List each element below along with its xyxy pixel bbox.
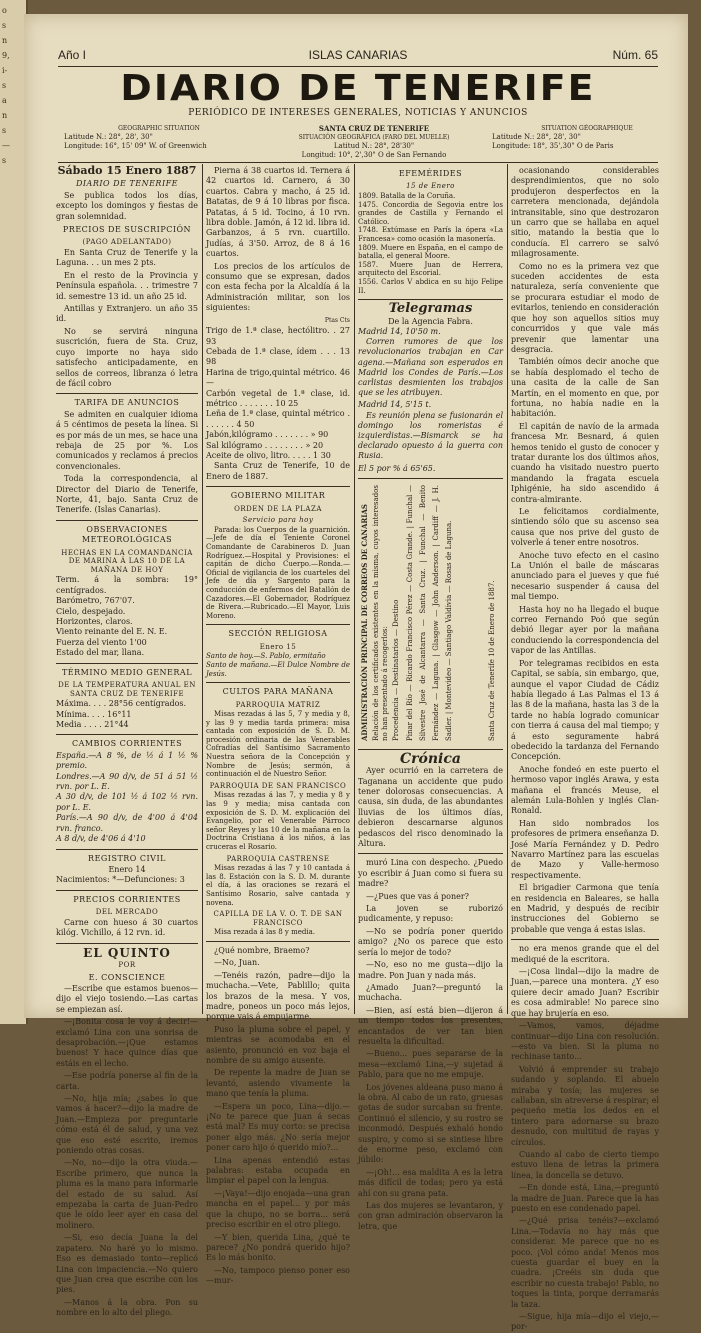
section-subheading: HECHAS EN LA COMANDANCIA DE MARINA Á LAS 10 DE LA MAÑANA DE HOY xyxy=(61,548,193,574)
rule xyxy=(58,66,658,67)
edge-fragment: — xyxy=(2,141,10,150)
chronicle-paragraph: Ayer ocurrió en la carretera de Taganana un accidente que pudo tener dolorosas consecuencias. A causa, sin duda, de las abundantes lluvias de los últimos días, debieron descarnarse algunos pedascos del risco denominado la Altura. xyxy=(358,766,503,849)
telegram-agency: De la Agencia Fabra. xyxy=(388,316,473,326)
section-subheading: Servicio para hoy xyxy=(242,516,314,525)
novel-paragraph: —Ese podría ponerse al fin de la carta. xyxy=(56,1071,198,1091)
religious-date: Enero 15 xyxy=(259,642,297,651)
exchange-line: España.—A 8 %, de ½ á 1 ½ % premio. xyxy=(56,750,198,771)
ephemeris-item: 1748. Extúmase en París la ópera «La Francesa» como ocasión la masonería. xyxy=(358,226,503,243)
novel-paragraph: —¡Cosa lindal—dijo la madre de Juan,—parece una montera. ¿Y eso quiere decir amado Juan? Escribir es cosa admirable! No parece sino que hay brujería en eso. xyxy=(511,967,659,1018)
chronicle-paragraph: Hasta hoy no ha llegado el buque correo Fernando Poó que según debió llegar ayer por la mañana conduciendo la correspondencia del vapor de las Antillas. xyxy=(511,604,659,656)
saint-tomorrow: Santo de mañana.—El Dulce Nombre de Jesús. xyxy=(206,660,350,678)
section-heading: TÉRMINO MEDIO GENERAL xyxy=(61,667,193,677)
geo-center-line: Longitud: 10°, 2',30" O de San Fernando xyxy=(301,151,447,159)
chronicle-paragraph: El capitán de navío de la armada francesa Mr. Besnard, á quien hemos tenido el gusto de conocer y tratar durante los dos últimos años, cuando ha visitado nuestro puerto mandando la fragata escuela Iphigénie, ha sido ascendido á contra-almirante. xyxy=(511,421,659,504)
parish-heading: PARROQUIA CASTRENSE xyxy=(226,854,330,863)
telegram-text: El 5 por % á 65'65. xyxy=(358,463,436,473)
geo-center-line: Latitud N.: 28°, 28'30" xyxy=(333,142,415,150)
price-row: Sal kilógramo . . . . . . . . » 20 xyxy=(206,440,324,450)
column-3 xyxy=(358,166,503,1231)
price-row: Trigo de 1.ª clase, hectólitro. . 27 93 xyxy=(206,326,350,346)
price-line: Antillas y Extranjero. un año 35 id. xyxy=(56,304,198,324)
weather-line: Cielo, despejado. xyxy=(56,606,126,616)
chronicle-paragraph: Como no es la primera vez que suceden accidentes de esta naturaleza, sería conveniente que se procurara estudiar el modo de evitarlos, teniendo en consideración que hoy son aquellos sitios muy concurridos y que vale más prevenir que lamentar una desgracia. xyxy=(511,261,659,354)
paper-name: DIARIO DE TENERIFE xyxy=(75,179,179,189)
chronicle-paragraph: El brigadier Carmona que tenía en residencia en Baleares, se halla en Madrid, y después de recibir instrucciones del Gobierno se probable que venga á estas islas. xyxy=(511,883,659,934)
notice-list: Pinar del Río — Ricardo Francisco Pérez — Costa Grande. | Funchal — Silvestre José de Alcantarra — Santa Cruz. | Funchal — Benito Fernández — Laguna. | Glasgow — John Anderson. | Cardiff — J. H. Sadler. | Montevideo — Santiago Valdivia — Rosas de Laguna. xyxy=(406,484,453,741)
novel-paragraph: ¿Qué nombre, Braemo? xyxy=(214,945,310,955)
novel-paragraph: —Bueno... pues separarse de la mesa—exclamó Lina,—y sujetad á Pablo, para que no me empuje. xyxy=(358,1049,503,1080)
novel-paragraph: —Sigue, hija mía—dijo el viejo,—por- xyxy=(511,1312,659,1332)
temp-line: Mínima. . . . 16°11 xyxy=(56,709,132,719)
novel-paragraph: De repente la madre de Juan se levantó, asiendo vivamente la mano que tenía la pluma. xyxy=(206,1068,350,1099)
novel-paragraph: muró Lina con despecho. ¿Puedo yo escribir á Juan como si fuera su madre? xyxy=(358,858,503,889)
geo-right xyxy=(492,124,682,151)
rule xyxy=(206,486,350,487)
year-label: Año I xyxy=(58,48,87,62)
ephemeris-item: 1475. Concordia de Segovia entre los grandes de Castilla y Fernando el Católico. xyxy=(358,200,503,226)
issue-date: Sábado 15 Enero 1887 xyxy=(57,164,197,177)
column-1 xyxy=(56,164,198,1318)
newspaper-subtitle: PERIÓDICO DE INTERESES GENERALES, NOTICIAS Y ANUNCIOS xyxy=(188,108,528,118)
section-subheading: (PAGO ADELANTADO) xyxy=(82,238,172,247)
price-row: Cebada de 1.ª clase, ídem . . . 13 98 xyxy=(206,346,350,367)
geo-center-heading: SANTA CRUZ DE TENERIFE xyxy=(318,124,430,133)
exchange-line: Londres.—A 90 d/v, de 51 á 51 ½ rvn. por L. E. xyxy=(56,771,198,792)
consumo-intro: Los precios de los artículos de consumo que se expresan, dados con esta fecha por la Alcaldía á la Administración militar, son los siguientes: xyxy=(206,261,350,313)
rule xyxy=(206,941,350,942)
telegram-dateline: Madrid 14, 10'50 m. xyxy=(358,326,441,336)
intro-text: Se publica todos los días, excepto los domingos y fiestas de gran solemnidad. xyxy=(56,190,198,221)
section-subheading: DEL MERCADO xyxy=(95,908,159,917)
novel-paragraph: —Manos á la obra. Pon su nombre en lo alto del pliego. xyxy=(56,1297,198,1318)
rule xyxy=(511,939,659,940)
novel-paragraph: —No, tampoco pienso poner eso—mur- xyxy=(206,1265,350,1286)
rule xyxy=(56,663,198,664)
novel-paragraph: Volvió á emprender su trabajo sudando y soplando. El abuelo miraba y tosía; las mujeres se callaban, sin atreverse á respirar; el pequeño metía los dedos en el tintero para adornarse su brazo desnudo, con multitud de rayas y círculos. xyxy=(511,1064,659,1147)
parish-heading: PARROQUIA DE SAN FRANCISCO xyxy=(209,781,347,790)
novel-paragraph: —Escribe que estamos buenos—dijo el viejo tosiendo.—Las cartas se empiezan así. xyxy=(56,983,198,1014)
novel-paragraph: Lina apenas entendió estas palabras: estaba ocupada en limpiar el papel con la lengua. xyxy=(206,1155,350,1186)
novel-paragraph: —Tenéis razón, padre—dijo la muchacha.—Vete, Pablillo; quita los brazos de la mesa. Y vos, madre, poneos un poco más lejos, porque vais á empujarme. xyxy=(206,970,350,1022)
novel-paragraph: —Si, eso decía Juana la del zapatero. No haré yo lo mismo. Eso es demasiado tonto—replicó Lina con impaciencia.—No quiero que Juan crea que escribe con los pies. xyxy=(56,1233,198,1295)
telegram-text: Corren rumores de que los revolucionarios trabajan en Car agena.—Mañana son esperados en Madrid los Condes de París.—Los carlistas desmienten los trabajos que se les atribuyen. xyxy=(358,337,503,398)
edge-fragment: 9, xyxy=(2,51,10,60)
novel-paragraph: Cuando al cabo de cierto tiempo estuvo llena de letras la primera línea, la doncella se detuvo. xyxy=(511,1149,659,1180)
weather-line: Horizontes, claros. xyxy=(56,617,133,626)
market-prices: Pierna á 38 cuartos id. Ternera á 42 cuartos id. Carnero, á 30 cuartos. Cabra y macho, á 25 id. Batatas, de 9 á 10 libras por fisca. Patatas, á 5 id. Tocino, á 10 rvn. libra doble. Jamón, á 12 id. libra id. Garbanzos, á 5 rvn. cuartillo. Judías, á 3'50. Arroz, de 8 á 16 cuartos. xyxy=(206,166,350,259)
weather-line: Barómetro, 767'07. xyxy=(56,596,135,606)
rule xyxy=(56,943,198,944)
novel-paragraph: —¡Bonita cosa le voy á decir!—exclamó Lina con una sonrisa de desaprobación.—¡Que estamos buenos! Y hace quince días que estáis en el lecho. xyxy=(56,1017,198,1068)
geo-right-heading: SITUATION GÉOGRAPHIQUE xyxy=(541,125,633,132)
column-2 xyxy=(206,166,350,1286)
novel-por: POR xyxy=(118,960,136,969)
rule xyxy=(206,624,350,625)
chronicle-paragraph: Le felicitamos cordialmente, sintiendo sólo que su ascenso sea causa que nos prive del gusto de volverle á tener entre nosotros. xyxy=(511,507,659,548)
novel-paragraph: Puso la pluma sobre el papel, y mientras se acomodaba en el asiento, pronunció en voz baja el nombre de su amigo ausente. xyxy=(206,1024,350,1065)
ephemeris-item: 1809. Muere en España, en el campo de batalla, el general Moore. xyxy=(358,243,503,261)
rule xyxy=(358,299,503,300)
military-orders: Parada: los Cuerpos de la guarnición.—Jefe de día el Teniente Coronel Comandante de Carabineros D. Juan Rodríguez.—Hospital y Provisiones: el capitán de dicho Cuerpo.—Ronda.—Oficial de vigilancia de los cuarteles del Jefe de día y Sargento para la conducción de enfermos del Batallón de Cazadores.—El Gobernador, Rodríguez de Rivera.—Rubricado.—El Mayor, Luis Moreno. xyxy=(206,525,350,620)
novel-paragraph: —Espera un poco, Lina—dijo.—¡No te parece que Juan á secas está mal? Es muy corto: se precisa poner algo más. ¿No sería mejor poner caro hijo ó querido mío?... xyxy=(206,1101,350,1153)
novel-paragraph: —¿Pues que vas á poner? xyxy=(366,891,469,901)
chronicle-paragraph: Anoche tuvo efecto en el casino La Unión el baile de máscaras anunciado para el jueves y que fué necesario suspender á causa del mal tiempo. xyxy=(511,550,659,602)
novel-paragraph: —No, hija mía; ¿sabes lo que vamos á hacer?—dijo la madre de Juan.—Empieza por preguntarle cómo está él de salud, y una vez que eso esté escrito, iremos poniendo otras cosas. xyxy=(56,1094,198,1156)
exchange-line: París.—A 90 d/v, de 4'00 á 4'04 rvn. franco. xyxy=(56,813,198,833)
ephemeris-item: 1809. Batalla de la Coruña. xyxy=(358,192,456,200)
section-heading: CULTOS PARA MAÑANA xyxy=(222,687,334,697)
newspaper-page xyxy=(24,14,688,1332)
edge-fragment: s xyxy=(2,156,7,165)
temp-line: Máxima. . . . 28°56 centígrados. xyxy=(56,699,187,709)
price-row: Carbón vegetal de 1.ª clase, id. métrico . . . . . . . 10 25 xyxy=(206,388,350,408)
edge-fragment: n xyxy=(2,111,8,120)
chronicle-paragraph: Anoche fondeó en este puerto el hermoso vapor inglés Arawa, y esta mañana el francés Meuse, el alemán Lula-Bohlen y inglés Clan-Ronald. xyxy=(511,764,659,816)
weather-line: Estado del mar, llana. xyxy=(56,648,145,658)
price-line: En Santa Cruz de Tenerife y la Laguna. . . un mes 2 pts. xyxy=(56,248,198,268)
weather-line: Fuerza del viento 1'00 xyxy=(56,637,147,647)
price-line: En el resto de la Provincia y Península española. . . trimestre 7 id. semestre 13 id. un año 25 id. xyxy=(56,270,198,301)
region-label: ISLAS CANARIAS xyxy=(308,48,408,62)
saint-today: Santo de hoy.—S. Pablo, ermitaño xyxy=(206,652,326,661)
novel-paragraph: La joven se ruborizó pudicamente, y repuso: xyxy=(358,904,503,924)
section-heading: PRECIOS DE SUSCRIPCIÓN xyxy=(62,225,192,235)
column-divider xyxy=(202,164,203,1014)
rule xyxy=(56,890,198,891)
novel-paragraph: —Bien, así está bien—dijeron á un tiempo todos los presentes, encantados de ver tan bien resuelta la dificultad. xyxy=(358,1005,503,1046)
novel-paragraph: —Vamos, vamos, déjadme continuar—dijo Lina con resolución.—esto va bien. Si la pluma no rechinase tanto... xyxy=(511,1021,659,1062)
novel-title: EL QUINTO xyxy=(83,945,171,960)
notice-date: Santa Cruz de Tenerife 10 de Enero de 1887. xyxy=(488,580,496,741)
section-heading: PRECIOS CORRIENTES xyxy=(73,894,181,904)
section-heading: EFEMÉRIDES xyxy=(398,169,463,178)
weather-line: Term. á la sombra: 19° centígrados. xyxy=(56,575,198,595)
geo-left xyxy=(64,124,254,151)
geo-left-line: Latitude N.: 28°, 28', 30" xyxy=(64,133,153,141)
novel-paragraph: —Y bien, querida Lina, ¿qué te parece? ¿No pondrá querido hijo? Es lo más bonito. xyxy=(206,1232,350,1263)
masthead-top-line xyxy=(58,48,658,66)
novel-paragraph: —No se podría poner querido amigo? ¿No os parece que esto sería lo mejor de todo? xyxy=(358,926,503,957)
rule xyxy=(56,393,198,394)
column-4 xyxy=(511,166,659,1332)
temp-line: Media . . . . 21°44 xyxy=(56,720,129,730)
chronicle-paragraph: Han sido nombrados los profesores de primera enseñanza D. José María Fernández y D. Pedro Navarro Martínez para las escuelas de Mazo y Valle-hermoso respectivamente. xyxy=(511,818,659,880)
novel-paragraph: —No, no—dijo la otra viuda.—Escribe primero, que nunca la pluma es la mano para informarle del estado de su salud. Así empezaba la carta de Juan-Pedro que le oído leer ayer en casa del molinero. xyxy=(56,1158,198,1230)
tariff-text: Se admiten en cualquier idioma á 5 céntimos de peseta la línea. Si es por más de un mes, se hace una rebaja de 25 por %. Los comunicados y reclamos á precios convencionales. xyxy=(56,409,198,471)
novel-paragraph: —En donde está, Lina,—preguntó la madre de Juan. Parece que la has puesto en ese condenado papel. xyxy=(511,1183,659,1213)
edge-fragment: s xyxy=(2,21,7,30)
novel-paragraph: —No, eso no me gusta—dijo la madre. Pon Juan y nada más. xyxy=(358,960,503,980)
section-heading: TARIFA DE ANUNCIOS xyxy=(74,398,180,408)
telegram-text: Es reunión plena se fusionarán el domingo los romeristas é izquierdistas.—Bismarck se ha declarado opuesto á la guerra con Rusia. xyxy=(358,410,503,461)
section-subheading: DE LA TEMPERATURA ANUAL EN SANTA CRUZ DE TENERIFE xyxy=(58,681,196,698)
date-line: Santa Cruz de Tenerife, 10 de Enero de 1887. xyxy=(206,461,350,481)
parish-text: Misas rezadas á las 7, y media y 8 y las 9 y media; misa cantada con exposición de S. D. M. explicación del Evangelio, por el Venerable Párroco señor Reyes y las 10 de la mañana en la Doctrina Cristiana á los niños, á las cruceras el Rosario. xyxy=(206,791,350,851)
rule xyxy=(358,749,503,750)
price-row: Harina de trigo,quintal métrico. 46 — xyxy=(206,367,350,388)
post-office-notice xyxy=(358,483,503,745)
price-table-header: Ptas Cts xyxy=(324,316,350,324)
section-subheading: ORDEN DE LA PLAZA xyxy=(234,504,322,513)
novel-paragraph: —¡Vaya!—dijo enojada—una gran mancha en el papel... y por más que la chupo, no se borra... será preciso escribir en el otro pliego. xyxy=(206,1188,350,1230)
novel-paragraph: no era menos grande que el del mediqué de la escritora. xyxy=(511,944,659,964)
geo-left-line: Longitude: 16°, 15' 09" W. of Greenwich xyxy=(64,142,207,150)
ephemeris-item: 1587. Muere Juan de Herrera, arquitecto del Escorial. xyxy=(358,260,503,278)
section-heading: REGISTRO CIVIL xyxy=(88,853,166,863)
section-heading: SECCIÓN RELIGIOSA xyxy=(228,629,328,639)
section-heading: OBSERVACIONES METEOROLÓGICAS xyxy=(81,524,173,545)
notice-intro: Relación de los certificados existentes en la misma, cuyos interesados no han presentado á recogerlos: xyxy=(372,484,389,741)
parish-text: Misas rezadas á las 5, 7 y media y 8, y las 9 y media tarda primera: misa cantada con exposición de S. D. M. procesión ordinaria de las Venerables Cofradías del Santísimo Sacramento Nuestra señora de la Concepción y Nombre de Jesús; sermón, á continuación el de Nuestro Señor. xyxy=(206,710,350,779)
parish-heading: CAPILLA DE LA V. O. T. DE SAN FRANCISCO xyxy=(213,910,343,927)
rule xyxy=(58,162,658,163)
exchange-line: A 8 d/v, de 4'06 á 4'10 xyxy=(56,834,146,844)
chronicle-paragraph: ocasionando considerables desprendimientos, que no solo produjeron desperfectos en la carretera mencionada, dejándola intransitable, sino que destrozaron un carro que se hallaba en aquel sitio, matando la bestia que lo conducía. El carrero se salvó milagrosamente. xyxy=(511,166,659,259)
notice-columns: Procedencia — Destinatarios — Destino xyxy=(392,599,400,741)
rule xyxy=(358,478,503,479)
newspaper-title: DIARIO DE TENERIFE xyxy=(120,68,596,109)
edge-fragment: i- xyxy=(2,66,8,75)
price-row: Aceite de olivo, litro. . . . . 1 30 xyxy=(206,450,331,460)
edge-fragment: n xyxy=(2,36,8,45)
edge-fragment: a xyxy=(2,96,7,105)
tariff-text: Toda la correspondencia, al Director del Diario de Tenerife, Norte, 41, bajo. Santa Cruz de Tenerife. (Islas Canarias). xyxy=(56,474,198,515)
edge-fragment: o xyxy=(2,6,7,15)
price-note: No se servirá ninguna suscrición, fuera de Sta. Cruz, cuyo importe no haya sido satisfecho anticipadamente, en sellos de correos, libranza ó letra de fácil cobro xyxy=(56,326,198,388)
rule xyxy=(56,734,198,735)
issue-number: Núm. 65 xyxy=(612,48,658,62)
novel-paragraph: Los jóvenes aldeana puso mano á la obra. Al cabo de un rato, gruesas gotas de sudor surcaban su frente. Continuó el silencio, y su rostro se inconmodó. Después exhaló hondo suspiro, y como si se sintiese libre de enorme peso, exclamó con júbilo: xyxy=(358,1082,503,1165)
geo-right-line: Latitude N.: 28°, 28', 30" xyxy=(492,133,581,141)
column-divider xyxy=(507,164,508,1014)
novel-paragraph: Las dos mujeres se levantaron, y con gran admiración observaron la letra, que xyxy=(358,1201,503,1231)
chronicle-paragraph: Por telegramas recibidos en esta Capital, se sabía, sin embargo, que, aunque el vapor Ciudad de Cádiz había llegado á Las Palmas el 13 á las 8 de la mañana, hasta las 3 de la tarde no había logrado comunicar con tierra á causa del mal tiempo; y á esto seguramente habrá obedecido la tardanza del Fernando Concepción. xyxy=(511,658,659,762)
weather-line: Viento reinante del E. N. E. xyxy=(56,627,168,637)
section-heading: CAMBIOS CORRIENTES xyxy=(71,739,183,749)
novel-paragraph: —No, Juan. xyxy=(214,958,260,968)
section-heading: GOBIERNO MILITAR xyxy=(230,491,326,501)
ephemeris-item: 1556. Carlos V abdica en su hijo Felipe II. xyxy=(358,277,503,295)
price-row: Leña de 1.ª clase, quintal métrico . . . . . . . 4 50 xyxy=(206,409,350,429)
rule xyxy=(358,853,503,854)
geo-center-sub: SITUACIÓN GEOGRÁFICA (FARO DEL MUELLE) xyxy=(298,134,450,141)
registry-line: Nacimientos: *—Defunciones: 3 xyxy=(56,875,185,885)
edge-fragment: s xyxy=(2,81,7,90)
geo-left-heading: GEOGRAPHIC SITUATION xyxy=(118,125,200,132)
section-subheading: 15 de Enero xyxy=(406,182,455,191)
parish-text: Misas rezadas á las 7 y 10 cantada á las 8. Estación con la S. D. M. durante el día, á las oraciones se rezará el Santísimo Rosario, salve cantada y novena. xyxy=(206,864,350,907)
rule xyxy=(206,682,350,683)
cronica-heading: Crónica xyxy=(400,750,461,767)
notice-title: ADMINISTRACIÓN PRINCIPAL DE CORREOS DE CANARIAS xyxy=(360,503,369,741)
novel-paragraph: —¡Oh!... esa maldita A es la letra más difícil de todas; pero ya está ahí con su grana pata. xyxy=(358,1167,503,1198)
market-line: Carne con hueso á 30 cuartos kilóg. Vichillo, á 12 rvn. id. xyxy=(56,917,198,938)
chronicle-paragraph: También oímos decir anoche que se había desplomado el techo de una casita de la calle de San Martín, en el momento en que, por fortuna, no había nadie en la habitación. xyxy=(511,357,659,419)
novel-paragraph: ¿Amado Juan?—preguntó la muchacha. xyxy=(358,982,503,1003)
rule xyxy=(56,849,198,850)
edge-fragment: s xyxy=(2,126,7,135)
telegrams-heading: Telegramas xyxy=(388,301,473,317)
column-divider xyxy=(354,164,355,1014)
geo-center xyxy=(274,124,474,160)
novel-paragraph: —¿Qué prisa tenéis?—exclamó Lina.—Todavía no hay más que considerar. Me parece que no es poco. ¡Vol cómo anda! Menos mos cuesta guardar el buey en la cuadra. ¡Creéis sin duda que escribir no cuesta trabajo! Pablo, no toques la tinta, porque derramarás la taza. xyxy=(511,1216,659,1309)
exchange-line: A 30 d/v, de 101 ½ á 102 ½ rvn. por L. E. xyxy=(56,792,198,812)
registry-date: Enero 14 xyxy=(108,864,146,874)
parish-heading: PARROQUIA MATRIZ xyxy=(235,700,321,709)
rule xyxy=(56,520,198,521)
geo-right-line: Longitude: 18°, 35',30" O de Paris xyxy=(492,142,614,150)
parish-text: Misa rezada á las 8 y media. xyxy=(214,928,316,937)
price-row: Jabón,kilógramo . . . . . . . » 90 xyxy=(206,430,329,440)
telegram-dateline: Madrid 14, 5'15 t. xyxy=(358,400,432,410)
novel-author: E. CONSCIENCE xyxy=(88,972,166,982)
